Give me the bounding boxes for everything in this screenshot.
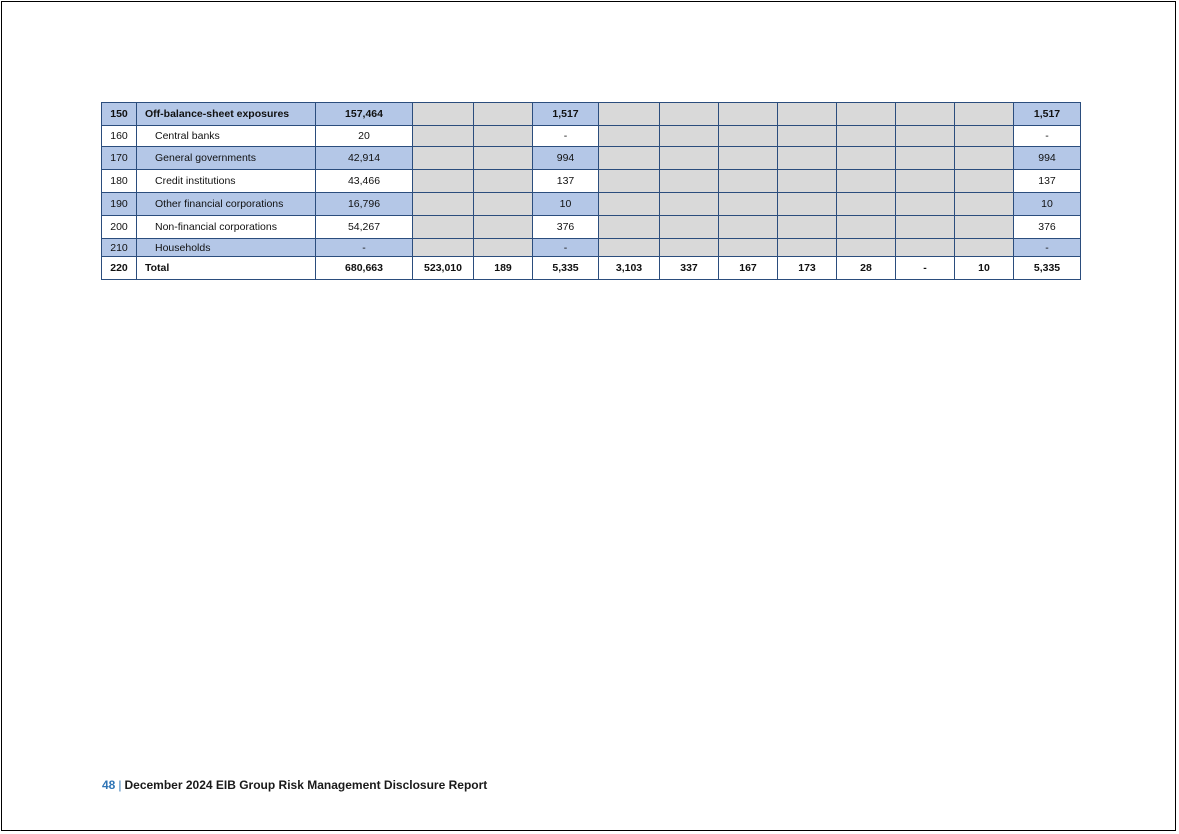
cell: 43,466 — [316, 170, 413, 193]
cell: 10 — [1014, 193, 1081, 216]
empty-cell — [955, 126, 1014, 147]
table-row — [102, 103, 1081, 126]
cell: 5,335 — [533, 257, 599, 280]
empty-cell — [778, 126, 837, 147]
cell: 376 — [1014, 216, 1081, 239]
empty-cell — [660, 170, 719, 193]
empty-cell — [896, 103, 955, 126]
cell: 173 — [778, 257, 837, 280]
table-row — [102, 216, 1081, 239]
cell: 189 — [474, 257, 533, 280]
report-page — [1, 1, 1176, 831]
cell: 994 — [1014, 147, 1081, 170]
empty-cell — [719, 239, 778, 257]
row-label: Other financial corporations — [137, 193, 316, 216]
cell: 994 — [533, 147, 599, 170]
cell: 167 — [719, 257, 778, 280]
empty-cell — [599, 126, 660, 147]
empty-cell — [778, 216, 837, 239]
row-number: 160 — [102, 126, 137, 147]
cell: 337 — [660, 257, 719, 280]
empty-cell — [599, 103, 660, 126]
row-number: 220 — [102, 257, 137, 280]
row-label: General governments — [137, 147, 316, 170]
exposure-table — [101, 102, 1081, 280]
cell: 137 — [533, 170, 599, 193]
cell: 376 — [533, 216, 599, 239]
report-title: December 2024 EIB Group Risk Management Disclosure Report — [124, 778, 488, 792]
empty-cell — [599, 147, 660, 170]
empty-cell — [474, 103, 533, 126]
page-number: 48 — [102, 778, 116, 792]
cell: - — [533, 239, 599, 257]
empty-cell — [778, 103, 837, 126]
empty-cell — [837, 147, 896, 170]
row-label: Credit institutions — [137, 170, 316, 193]
page-footer — [102, 778, 487, 792]
cell: - — [896, 257, 955, 280]
empty-cell — [599, 239, 660, 257]
row-number: 200 — [102, 216, 137, 239]
empty-cell — [719, 170, 778, 193]
empty-cell — [474, 216, 533, 239]
empty-cell — [955, 147, 1014, 170]
empty-cell — [474, 239, 533, 257]
empty-cell — [660, 239, 719, 257]
row-number: 150 — [102, 103, 137, 126]
cell: - — [1014, 239, 1081, 257]
cell: 16,796 — [316, 193, 413, 216]
empty-cell — [660, 126, 719, 147]
empty-cell — [955, 193, 1014, 216]
row-number: 170 — [102, 147, 137, 170]
cell: 10 — [533, 193, 599, 216]
cell: 137 — [1014, 170, 1081, 193]
empty-cell — [837, 103, 896, 126]
row-label: Off-balance-sheet exposures — [137, 103, 316, 126]
empty-cell — [599, 170, 660, 193]
empty-cell — [719, 103, 778, 126]
empty-cell — [955, 216, 1014, 239]
empty-cell — [896, 239, 955, 257]
cell: 1,517 — [533, 103, 599, 126]
row-number: 180 — [102, 170, 137, 193]
empty-cell — [837, 216, 896, 239]
table-row-total — [102, 257, 1081, 280]
empty-cell — [413, 103, 474, 126]
cell: 42,914 — [316, 147, 413, 170]
cell: 54,267 — [316, 216, 413, 239]
cell: 5,335 — [1014, 257, 1081, 280]
empty-cell — [778, 193, 837, 216]
empty-cell — [896, 147, 955, 170]
cell: 10 — [955, 257, 1014, 280]
empty-cell — [719, 126, 778, 147]
empty-cell — [413, 147, 474, 170]
table-row — [102, 147, 1081, 170]
empty-cell — [896, 126, 955, 147]
empty-cell — [778, 147, 837, 170]
empty-cell — [719, 216, 778, 239]
empty-cell — [778, 239, 837, 257]
empty-cell — [837, 126, 896, 147]
cell: 523,010 — [413, 257, 474, 280]
row-label: Non-financial corporations — [137, 216, 316, 239]
empty-cell — [599, 193, 660, 216]
empty-cell — [599, 216, 660, 239]
empty-cell — [474, 170, 533, 193]
empty-cell — [837, 193, 896, 216]
table-row — [102, 126, 1081, 147]
empty-cell — [660, 103, 719, 126]
cell: 680,663 — [316, 257, 413, 280]
row-number: 190 — [102, 193, 137, 216]
table-row — [102, 193, 1081, 216]
row-number: 210 — [102, 239, 137, 257]
cell: - — [316, 239, 413, 257]
table-row — [102, 170, 1081, 193]
empty-cell — [896, 193, 955, 216]
cell: 157,464 — [316, 103, 413, 126]
empty-cell — [413, 239, 474, 257]
empty-cell — [660, 216, 719, 239]
cell: 1,517 — [1014, 103, 1081, 126]
empty-cell — [896, 216, 955, 239]
cell: 28 — [837, 257, 896, 280]
empty-cell — [719, 147, 778, 170]
cell: - — [1014, 126, 1081, 147]
empty-cell — [955, 239, 1014, 257]
row-label: Households — [137, 239, 316, 257]
cell: 20 — [316, 126, 413, 147]
empty-cell — [413, 193, 474, 216]
empty-cell — [660, 147, 719, 170]
empty-cell — [896, 170, 955, 193]
table-row — [102, 239, 1081, 257]
footer-separator: | — [118, 778, 122, 792]
empty-cell — [413, 126, 474, 147]
empty-cell — [474, 126, 533, 147]
empty-cell — [837, 239, 896, 257]
empty-cell — [474, 193, 533, 216]
empty-cell — [413, 216, 474, 239]
empty-cell — [837, 170, 896, 193]
row-label: Central banks — [137, 126, 316, 147]
row-label: Total — [137, 257, 316, 280]
empty-cell — [955, 170, 1014, 193]
empty-cell — [719, 193, 778, 216]
empty-cell — [474, 147, 533, 170]
empty-cell — [955, 103, 1014, 126]
empty-cell — [778, 170, 837, 193]
cell: - — [533, 126, 599, 147]
empty-cell — [660, 193, 719, 216]
empty-cell — [413, 170, 474, 193]
cell: 3,103 — [599, 257, 660, 280]
